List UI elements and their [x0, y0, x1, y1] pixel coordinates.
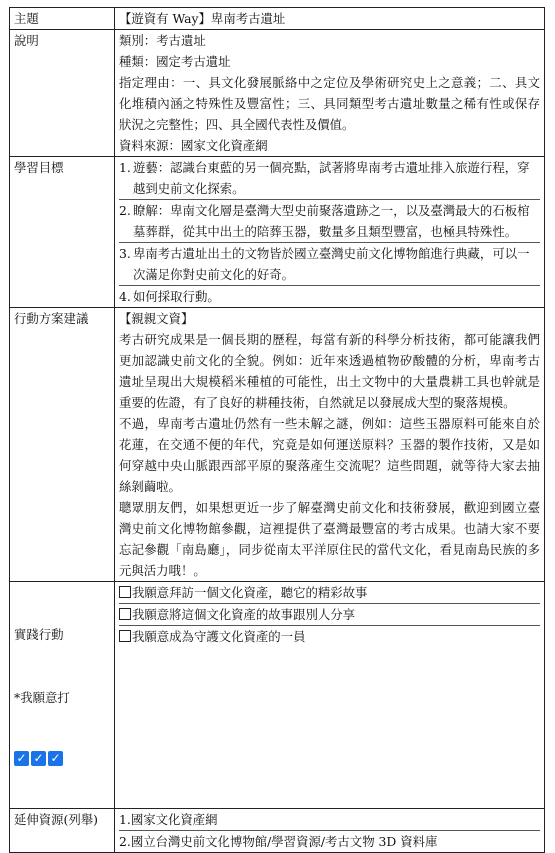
resource-item[interactable]: 1.國家文化資產網	[119, 812, 218, 827]
practice-option[interactable]	[119, 582, 540, 603]
practice-option[interactable]	[119, 603, 540, 625]
lesson-table	[9, 7, 545, 853]
check-icon: ✓	[48, 751, 63, 766]
goal-item	[119, 242, 540, 285]
check-icon: ✓	[31, 751, 46, 766]
checkbox-icon[interactable]	[119, 586, 131, 598]
goals-label: 學習目標	[10, 157, 115, 308]
goals-content	[115, 157, 545, 308]
practice-option[interactable]	[119, 625, 540, 647]
topic-row	[10, 8, 545, 30]
resources-row	[10, 809, 545, 853]
goal-text: 瞭解：卑南文化層是臺灣大型史前聚落遺跡之一，以及臺灣最大的石板棺墓葬群，從其中出土的陪葬玉器，數量多且類型豐富，也極具特殊性。	[133, 203, 530, 239]
practice-row	[10, 582, 545, 809]
topic-value: 【遊資有 Way】卑南考古遺址	[115, 8, 545, 30]
practice-label: 實踐行動	[14, 627, 64, 642]
goal-item	[119, 285, 540, 307]
description-row	[10, 30, 545, 157]
action-content	[115, 308, 545, 582]
goal-text: 遊藝：認識台東藍的另一個亮點，試著將卑南考古遺址排入旅遊行程，穿越到史前文化探索。	[133, 160, 530, 196]
goal-text: 卑南考古遺址出土的文物皆於國立臺灣史前文化博物館進行典藏，可以一次滿足你對史前文化的好奇。	[133, 246, 530, 282]
description-type: 種類：國定考古遺址	[119, 54, 231, 69]
checkbox-icon[interactable]	[119, 630, 131, 642]
action-paragraph-1: 考古研究成果是一個長期的歷程，每當有新的科學分析技術，都可能讓我們更加認識史前文化的全貌。例如：近年來透過植物矽酸體的分析，卑南考古遺址呈現出大規模稻米種植的可能性，出土文物中的大量農耕工具也幹就是重要的佐證，有了良好的耕種技術，自然就足以發展成大型的聚落規模。	[119, 332, 540, 410]
goals-list	[119, 157, 540, 307]
action-paragraph-2: 不過，卑南考古遺址仍然有一些未解之謎，例如：這些玉器原料可能來自於花蓮，在交通不便的年代，究竟是如何運送原料？玉器的製作技術，又是如何穿越中央山脈跟西部平原的聚落產生交流呢？這些問題，就等待大家去抽絲剝繭啦。	[119, 416, 540, 494]
description-reason: 指定理由：一、具文化發展脈絡中之定位及學術研究史上之意義；二、具文化堆積內涵之特殊性及豐富性；三、具同類型考古遺址數量之稀有性或保存狀況之完整性；四、具全國代表性及價值。	[119, 75, 540, 132]
practice-option-text: 我願意拜訪一個文化資產，聽它的精彩故事	[132, 585, 368, 600]
resource-item[interactable]: 2.國立台灣史前文化博物館/學習資源/考古文物 3D 資料庫	[119, 830, 540, 852]
description-label: 說明	[10, 30, 115, 157]
goal-item	[119, 199, 540, 242]
action-label: 行動方案建議	[10, 308, 115, 582]
goal-number: 4.	[119, 289, 131, 304]
practice-label-sub: *我願意打	[14, 690, 70, 705]
description-category: 類別：考古遺址	[119, 33, 206, 48]
checkbox-icon[interactable]	[119, 608, 131, 620]
practice-option-text: 我願意成為守護文化資產的一員	[132, 629, 306, 644]
goal-number: 1.	[119, 160, 131, 175]
goal-number: 3.	[119, 246, 131, 261]
resources-label: 延伸資源(列舉)	[10, 809, 115, 853]
topic-label: 主題	[10, 8, 115, 30]
goals-row	[10, 157, 545, 308]
action-row	[10, 308, 545, 582]
goal-number: 2.	[119, 203, 131, 218]
description-source: 資料來源：國家文化資產網	[119, 138, 268, 153]
practice-option-text: 我願意將這個文化資產的故事跟別人分享	[132, 607, 356, 622]
goal-text: 如何採取行動。	[133, 289, 220, 304]
practice-options	[115, 582, 545, 809]
action-paragraph-3: 聰眾朋友們，如果想更近一步了解臺灣史前文化和技術發展，歡迎到國立臺灣史前文化博物館參觀，這裡提供了臺灣最豐富的考古成果。也請大家不要忘記參觀「南島廳」，同步從南太平洋原住民的當代文化，看見南島民族的多元與活力哦！。	[119, 500, 540, 578]
resources-content	[115, 809, 545, 853]
description-content	[115, 30, 545, 157]
action-heading: 【親親文資】	[119, 311, 194, 326]
check-icon: ✓	[14, 751, 29, 766]
goal-item	[119, 157, 540, 199]
check-marks	[14, 751, 110, 766]
practice-label-cell	[10, 582, 115, 809]
